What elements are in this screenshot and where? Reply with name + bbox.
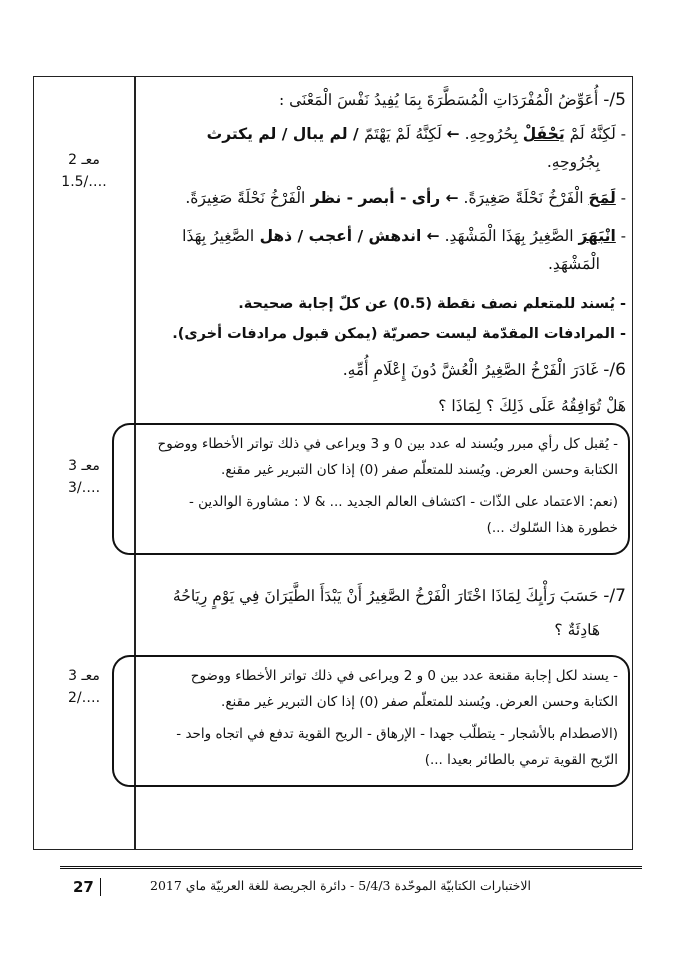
sentence-end: بِحُرُوحِهِ. [464, 125, 523, 143]
q7-answer-box [112, 655, 630, 787]
box-line: - يُقبل كل رأي مبرر ويُسند له عدد بين 0 و 3 ويراعى في ذلك تواتر الأخطاء ووضوح [157, 436, 618, 452]
synonyms: اندهش / أعجب / ذهل [254, 227, 427, 245]
arrow-icon: ← [445, 189, 459, 207]
answer-sentence: الْفَرْخُ نَحْلَةً صَغِيرَةً. [185, 189, 306, 207]
sentence-end: الصَّغِيرُ بِهَذَا الْمَشْهَدِ. [444, 227, 579, 245]
box-line: الكتابة وحسن العرض. ويُسند للمتعلّم صفر (0) إذا كان التبرير غير مقنع. [221, 462, 618, 478]
score-value: 2/…. [67, 690, 101, 706]
score-q5 [34, 149, 134, 193]
synonyms: رأى - أبصر - نظر [305, 189, 446, 207]
synonyms: / لم يبال / لم يكترث [206, 125, 365, 143]
box-line: خطورة هذا السّلوك ...) [486, 520, 618, 536]
sentence-continuation: بِجُرُوحِهِ. [546, 153, 600, 171]
arrow-icon: ← [426, 227, 440, 245]
q5-item-3: - انْبَهَرَ الصَّغِيرُ بِهَذَا الْمَشْهَدِ. ← اندهش / أعجب / ذهل الصَّغِيرُ بِهَذَا [182, 227, 626, 245]
score-value: 3/…. [67, 480, 101, 496]
q7-prompt-cont: هَادِئَةٌ ؟ [554, 621, 600, 639]
box-line: (الاصطدام بالأشجار - يتطلّب جهدا - الإرهاق - الريح القوية تدفع في اتجاه واحد - [176, 726, 618, 742]
question-number: 7/- [603, 586, 626, 606]
answer-sentence: الصَّغِيرُ بِهَذَا [182, 227, 255, 245]
score-label: معـ 3 [68, 668, 100, 684]
question-prompt: غَادَرَ الْفَرْخُ الصَّغِيرُ الْعُشَّ دُونَ إِعْلَامِ أُمِّهِ. [342, 361, 599, 379]
q5-note-2: - المرادفات المقدّمة ليست حصريّة (يمكن قبول مرادفات أخرى). [172, 326, 626, 342]
sentence-end: الْفَرْخُ نَحْلَةً صَغِيرَةً. [463, 189, 589, 207]
question-prompt: أُعَوِّضُ الْمُفْرَدَاتِ الْمُسَطَّرَةَ بِمَا يُفِيدُ نَفْسَ الْمَعْنَى : [279, 91, 599, 109]
question-prompt: حَسَبَ رَأْيِكَ لِمَاذَا اخْتَارَ الْفَرْخُ الصَّغِيرُ أَنْ يَبْدَأَ الطَّيَرَانَ فِي يَوْمٍ رِيَاحُهُ [172, 587, 599, 605]
box-line: - يسند لكل إجابة مقنعة عدد بين 0 و 2 ويراعى في ذلك تواتر الأخطاء ووضوح [190, 668, 618, 684]
footer-rule [60, 866, 642, 869]
q6-question: هَلْ تُوَافِقُهُ عَلَى ذَلِكَ ؟ لِمَاذَا ؟ [438, 397, 626, 415]
answer-sentence: لَكِنَّهُ لَمْ يَهْتَمّ [364, 125, 442, 143]
page-number: 27 [73, 878, 101, 896]
answer-key-frame [33, 76, 633, 850]
underlined-word: يَحْفَلْ [522, 125, 565, 143]
underlined-word: لَمَحَ [588, 189, 616, 207]
q5-note-1: - يُسند للمتعلم نصف نقطة (0.5) عن كلّ إجابة صحيحة. [238, 296, 626, 312]
question-number: 6/- [603, 360, 626, 380]
footer-text: الاختبارات الكتابيّة الموحّدة 5/4/3 - دائرة الجريصة للغة العربيّة ماي 2017 [150, 878, 531, 893]
score-label: معـ 2 [68, 152, 100, 168]
box-line: الرّيح القوية ترمي بالطائر بعيدا ...) [424, 752, 618, 768]
score-value: 1.5/…. [61, 174, 107, 190]
box-line: (نعم: الاعتماد على الذّات - اكتشاف العالم الجديد ... & لا : مشاورة الوالدين - [188, 494, 618, 510]
q7-heading [140, 583, 626, 609]
score-label: معـ 3 [68, 458, 100, 474]
arrow-icon: ← [446, 125, 460, 143]
question-number: 5/- [603, 90, 626, 110]
underlined-word: انْبَهَرَ [578, 227, 616, 245]
sentence-start: - لَكِنَّهُ لَمْ [564, 125, 626, 143]
box-line: الكتابة وحسن العرض. ويُسند للمتعلّم صفر (0) إذا كان التبرير غير مقنع. [221, 694, 618, 710]
q5-item-2: - لَمَحَ الْفَرْخُ نَحْلَةً صَغِيرَةً. ← رأى - أبصر - نظر الْفَرْخُ نَحْلَةً صَغِيرَةً. [185, 189, 626, 207]
sentence-continuation: الْمَشْهَدِ. [547, 255, 600, 273]
